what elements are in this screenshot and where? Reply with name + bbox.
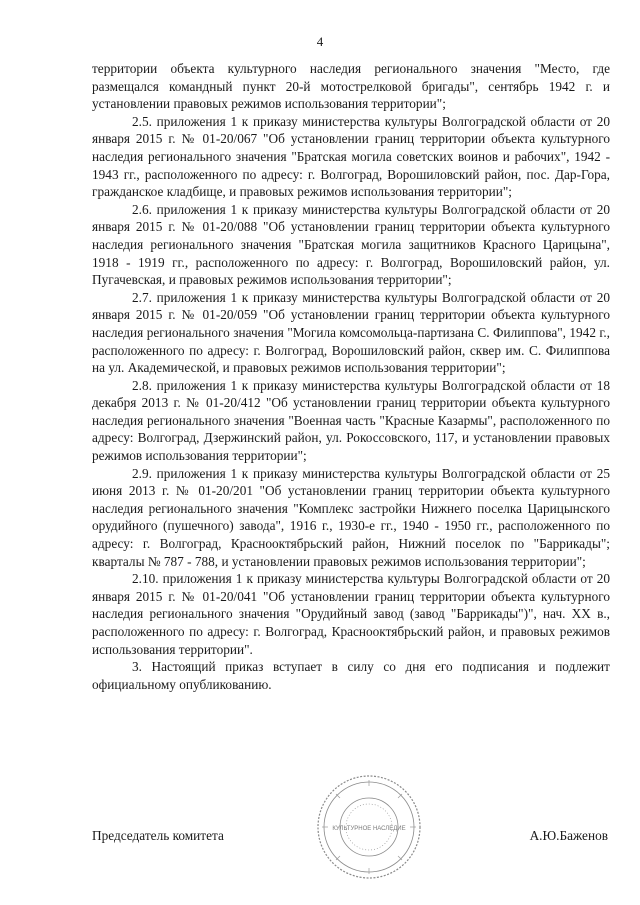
signatory-position: Председатель комитета [92,828,224,843]
official-seal [314,772,424,882]
signatory-name: А.Ю.Баженов [529,828,608,843]
seal-icon [314,772,424,882]
page-number: 4 [316,34,324,49]
list-item-2-7: 2.7. приложения 1 к приказу министерства культуры Волгоградской области от 20 января 2015 г. № 01-20/059 "Об установлении границ территории объекта культурного наследия регионального значения "Могила комсомольца-партизана С. Филиппова", 1942 г., расположенного по адресу: г. Волгоград, Ворошиловский район, сквер им. С. Филиппова на ул. Академической, и правовых режимов использования территории"; [92,289,610,376]
list-item-3: 3. Настоящий приказ вступает в силу со дня его подписания и подлежит официальному опубликованию. [92,659,610,692]
seal-text: КУЛЬТУРНОЕ НАСЛЕДИЕ [332,826,406,832]
list-item-2-9: 2.9. приложения 1 к приказу министерства культуры Волгоградской области от 25 июня 2013 г. № 01-20/201 "Об установлении границ территории объекта культурного наследия регионального значения "Комплекс застройки Нижнего поселка Царицынского орудийного (пушечного) завода", 1916 г., 1930-е гг., 1940 - 1950 гг., расположенного по адресу: г. Волгоград, Краснооктябрьский район, Нижний поселок по "Баррикады"; кварталы № 787 - 788, и установлении правовых режимов использования территории"; [92,465,610,569]
list-item-2-6: 2.6. приложения 1 к приказу министерства культуры Волгоградской области от 20 января 2015 г. № 01-20/088 "Об установлении границ территории объекта культурного наследия регионального значения "Братская могила защитников Красного Царицына", 1918 - 1919 гг., расположенного по адресу: г. Волгоград, Ворошиловский район, ул. Пугачевская, и правовых режимов использования территории"; [92,201,610,288]
list-item-2-10: 2.10. приложения 1 к приказу министерства культуры Волгоградской области от 20 января 2015 г. № 01-20/041 "Об установлении границ территории объекта культурного наследия регионального значения "Орудийный завод (завод "Баррикады")", нач. XX в., расположенного по адресу: г. Волгоград, Краснооктябрьский район, и правовых режимов использования территории". [92,571,610,657]
list-item-2-5: 2.5. приложения 1 к приказу министерства культуры Волгоградской области от 20 января 2015 г. № 01-20/067 "Об установлении границ территории объекта культурного наследия регионального значения "Братская могила советских воинов и рабочих", 1942 - 1943 гг., расположенного по адресу: г. Волгоград, Ворошиловский район, пос. Дар-Гора, гражданское кладбище, и правовых режимов использования территории"; [92,113,610,200]
intro-paragraph: территории объекта культурного наследия регионального значения "Место, где размещался командный пункт 20-й мотострелковой бригады", сентябрь 1942 г. и установлении правовых режимов использования территории"; [92,61,610,112]
list-item-2-8: 2.8. приложения 1 к приказу министерства культуры Волгоградской области от 18 декабря 2013 г. № 01-20/412 "Об установлении границ территории объекта культурного наследия регионального значения "Военная часть "Красные Казармы", расположенного по адресу: Волгоград, Дзержинский район, ул. Рокоссовского, 117, и установлении правовых режимов использования территории"; [92,377,610,464]
document-body [92,60,610,693]
